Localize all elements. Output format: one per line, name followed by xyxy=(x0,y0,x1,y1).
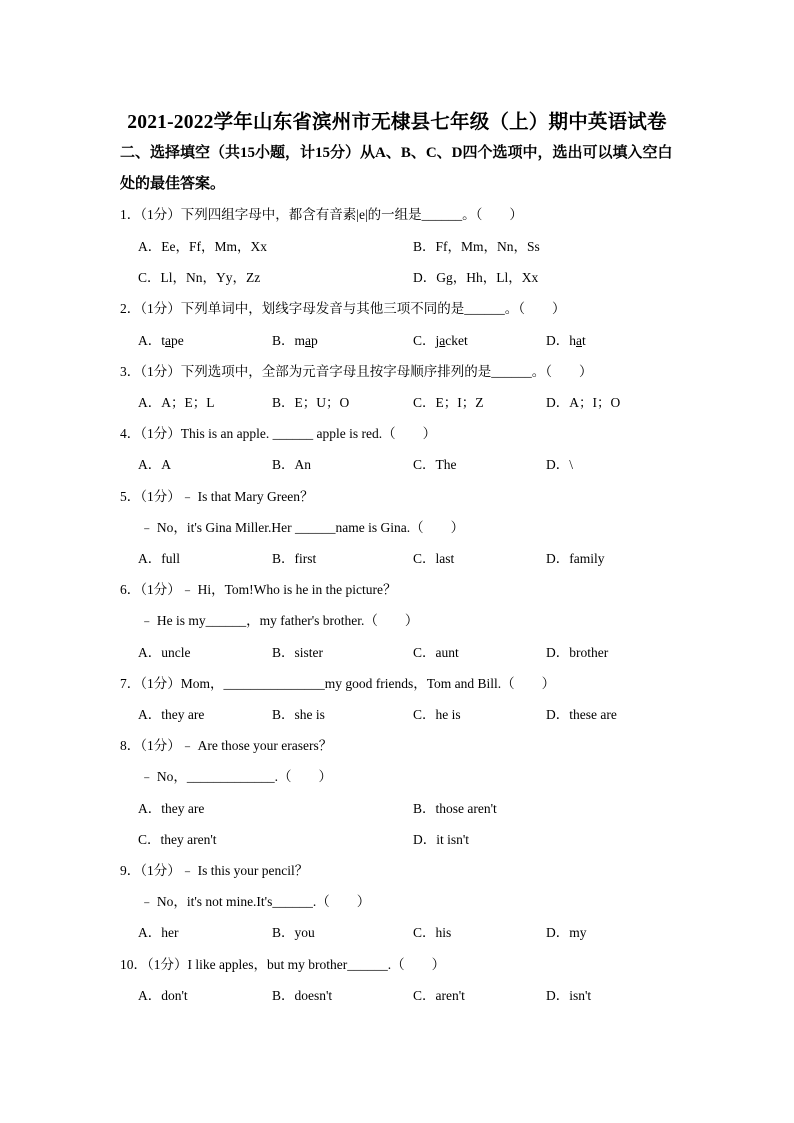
question-3-option-b[interactable]: B．E；U；O xyxy=(272,395,350,410)
underlined-letter: a xyxy=(165,333,171,348)
option-prefix: C．j xyxy=(413,333,440,348)
question-4-option-d[interactable]: D．\ xyxy=(546,457,573,472)
question-9-reply: ﹣ No，it's not mine.It's______.（ ） xyxy=(140,894,371,909)
exam-title: 2021-2022学年山东省滨州市无棣县七年级（上）期中英语试卷 xyxy=(127,112,667,133)
question-10-stem: 10．（1分）I like apples，but my brother______.（ ） xyxy=(120,957,446,972)
question-3-option-c[interactable]: C．E；I；Z xyxy=(413,395,484,410)
question-9-option-c[interactable]: C．his xyxy=(413,925,452,940)
option-prefix: A．t xyxy=(138,333,165,348)
question-1-option-d[interactable]: D．Gg，Hh，Ll，Xx xyxy=(413,270,539,285)
question-9-stem: 9．（1分）﹣ Is this your pencil？ xyxy=(120,863,309,878)
question-6-option-a[interactable]: A．uncle xyxy=(138,645,191,660)
question-6-option-c[interactable]: C．aunt xyxy=(413,645,459,660)
question-2-option-a[interactable] xyxy=(138,331,184,351)
question-4-stem: 4．（1分）This is an apple. ______ apple is red.（ ） xyxy=(120,426,437,441)
question-10-option-c[interactable]: C．aren't xyxy=(413,988,465,1003)
question-4-option-c[interactable]: C．The xyxy=(413,457,457,472)
question-5-stem: 5．（1分）﹣ Is that Mary Green？ xyxy=(120,489,314,504)
question-2-option-b[interactable] xyxy=(272,331,318,351)
question-5-option-d[interactable]: D．family xyxy=(546,551,605,566)
question-2-option-c[interactable] xyxy=(413,331,468,351)
question-2-option-d[interactable] xyxy=(546,331,586,351)
question-3-option-d[interactable]: D．A；I；O xyxy=(546,395,621,410)
question-6-option-d[interactable]: D．brother xyxy=(546,645,609,660)
option-suffix: pe xyxy=(171,333,184,348)
option-prefix: D．h xyxy=(546,333,576,348)
question-10-option-d[interactable]: D．isn't xyxy=(546,988,592,1003)
question-10-option-b[interactable]: B．doesn't xyxy=(272,988,333,1003)
question-3-option-a[interactable]: A．A；E；L xyxy=(138,395,215,410)
question-4-option-a[interactable]: A．A xyxy=(138,457,171,472)
question-8-stem: 8．（1分）﹣ Are those your erasers？ xyxy=(120,738,333,753)
question-6-reply: ﹣ He is my______，my father's brother.（ ） xyxy=(140,613,419,628)
underlined-letter: a xyxy=(439,333,446,348)
question-9-option-d[interactable]: D．my xyxy=(546,925,587,940)
question-4-option-b[interactable]: B．An xyxy=(272,457,312,472)
question-9-option-a[interactable]: A．her xyxy=(138,925,179,940)
question-3-stem: 3．（1分）下列选项中，全部为元音字母且按字母顺序排列的是______。（ ） xyxy=(120,364,593,379)
question-7-option-a[interactable]: A．they are xyxy=(138,707,205,722)
question-8-reply: ﹣ No，_____________.（ ） xyxy=(140,769,332,784)
question-10-option-a[interactable]: A．don't xyxy=(138,988,188,1003)
question-9-option-b[interactable]: B．you xyxy=(272,925,315,940)
question-8-option-d[interactable]: D．it isn't xyxy=(413,832,470,847)
question-7-option-b[interactable]: B．she is xyxy=(272,707,325,722)
question-7-option-d[interactable]: D．these are xyxy=(546,707,617,722)
question-8-option-b[interactable]: B．those aren't xyxy=(413,801,497,816)
question-7-option-c[interactable]: C．he is xyxy=(413,707,461,722)
underlined-letter: a xyxy=(305,333,312,348)
question-8-option-a[interactable]: A．they are xyxy=(138,801,205,816)
question-5-reply: ﹣ No，it's Gina Miller.Her ______name is Gina.（ ） xyxy=(140,520,465,535)
question-5-option-c[interactable]: C．last xyxy=(413,551,455,566)
question-6-stem: 6．（1分）﹣ Hi，Tom!Who is he in the picture？ xyxy=(120,582,397,597)
section-instruction: 二、选择填空（共15小题，计15分）从A、B、C、D四个选项中，选出可以填入空白处的最佳答案。 xyxy=(120,145,673,192)
question-6-option-b[interactable]: B．sister xyxy=(272,645,324,660)
question-1-option-c[interactable]: C．Ll，Nn，Yy，Zz xyxy=(138,270,261,285)
question-5-option-a[interactable]: A．full xyxy=(138,551,180,566)
underlined-letter: a xyxy=(576,333,582,348)
question-1-option-b[interactable]: B．Ff，Mm，Nn，Ss xyxy=(413,239,540,254)
question-1-option-a[interactable]: A．Ee，Ff，Mm，Xx xyxy=(138,239,267,254)
option-suffix: cket xyxy=(445,333,468,348)
question-5-option-b[interactable]: B．first xyxy=(272,551,317,566)
option-prefix: B．m xyxy=(272,333,306,348)
question-7-stem: 7．（1分）Mom，_______________my good friends，Tom and Bill.（ ） xyxy=(120,676,556,691)
question-1-stem: 1．（1分）下列四组字母中，都含有音素|e|的一组是______。（ ） xyxy=(120,207,523,222)
option-suffix: p xyxy=(311,333,318,348)
question-2-stem: 2．（1分）下列单词中，划线字母发音与其他三项不同的是______。（ ） xyxy=(120,301,566,316)
option-suffix: t xyxy=(582,333,586,348)
question-8-option-c[interactable]: C．they aren't xyxy=(138,832,217,847)
